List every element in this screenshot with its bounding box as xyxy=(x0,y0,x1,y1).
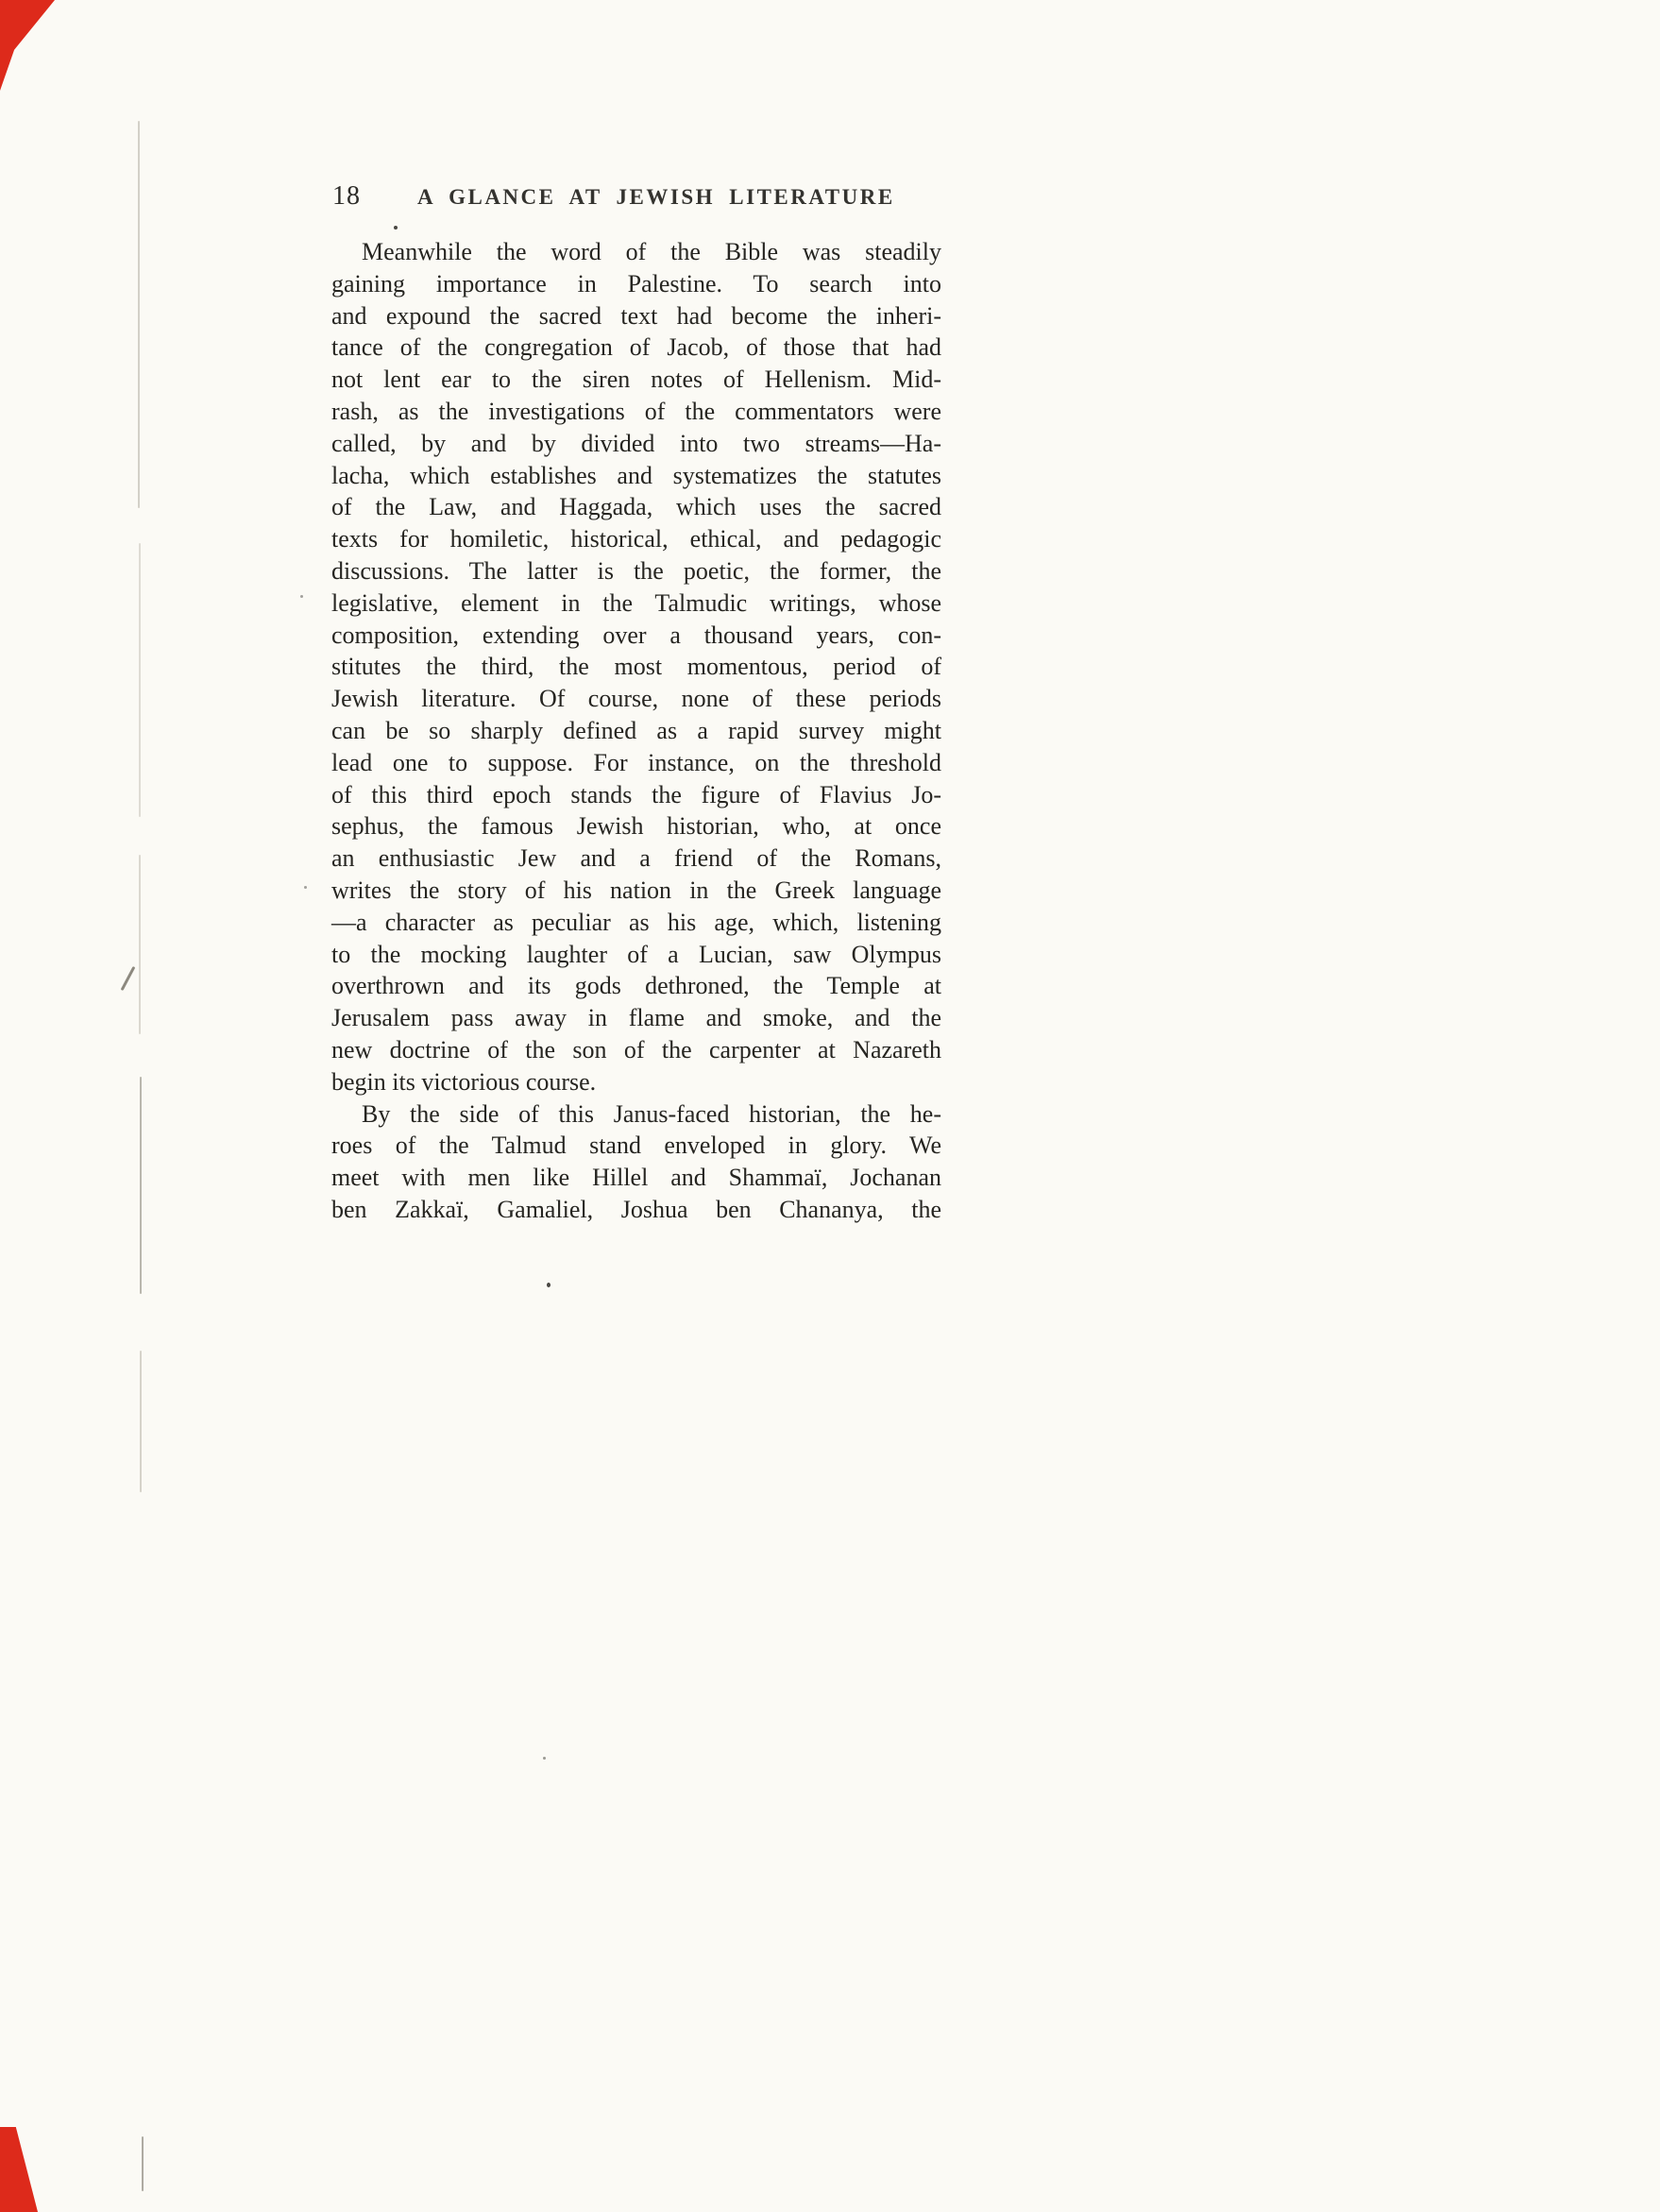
text-line: composition, extending over a thousand years, con- xyxy=(331,621,941,649)
text-line: meet with men like Hillel and Shammaï, Jochanan xyxy=(331,1164,941,1192)
text-line: roes of the Talmud stand enveloped in glory. We xyxy=(331,1132,941,1160)
text-block xyxy=(331,236,941,1226)
scan-speck xyxy=(394,226,398,230)
text-line: gaining importance in Palestine. To search into xyxy=(331,269,941,298)
running-title: A GLANCE AT JEWISH LITERATURE xyxy=(417,185,895,209)
paragraph xyxy=(331,1098,941,1226)
scan-speck xyxy=(300,595,303,598)
scan-speck xyxy=(543,1757,546,1760)
red-corner-artifact-bottom-left xyxy=(0,2127,38,2212)
text-line: lacha, which establishes and systematizes the statutes xyxy=(331,461,941,489)
text-line: lead one to suppose. For instance, on the threshold xyxy=(331,748,941,776)
text-line: discussions. The latter is the poetic, the former, the xyxy=(331,556,941,585)
text-line: and expound the sacred text had become the inheri- xyxy=(331,301,941,330)
binding-crease-artifact xyxy=(139,543,141,817)
text-line: Meanwhile the word of the Bible was steadily xyxy=(362,238,941,265)
binding-crease-artifact xyxy=(140,1077,142,1294)
text-line: not lent ear to the siren notes of Hellenism. Mid- xyxy=(331,366,941,394)
binding-crease-artifact xyxy=(142,2136,144,2191)
text-line: Jewish literature. Of course, none of these periods xyxy=(331,685,941,713)
text-line: new doctrine of the son of the carpenter at Nazareth xyxy=(331,1035,941,1063)
text-line: to the mocking laughter of a Lucian, saw Olympus xyxy=(331,940,941,968)
text-line: overthrown and its gods dethroned, the Temple at xyxy=(331,972,941,1000)
page-header xyxy=(332,181,942,212)
text-line: ben Zakkaï, Gamaliel, Joshua ben Chananya, the xyxy=(331,1195,941,1223)
text-line: texts for homiletic, historical, ethical, and pedagogic xyxy=(331,525,941,553)
text-line: Jerusalem pass away in flame and smoke, and the xyxy=(331,1004,941,1032)
binding-crease-artifact xyxy=(138,121,140,508)
text-line: stitutes the third, the most momentous, period of xyxy=(331,653,941,681)
text-line: —a character as peculiar as his age, which, listening xyxy=(331,908,941,936)
text-line: By the side of this Janus-faced historian, the he- xyxy=(362,1099,941,1128)
margin-mark-artifact xyxy=(121,966,136,991)
page-number: 18 xyxy=(332,181,361,211)
text-line: rash, as the investigations of the commentators were xyxy=(331,397,941,425)
text-line: sephus, the famous Jewish historian, who, at once xyxy=(331,812,941,841)
text-line: an enthusiastic Jew and a friend of the Romans, xyxy=(331,844,941,873)
binding-crease-artifact xyxy=(140,1351,142,1492)
scan-speck xyxy=(304,886,307,889)
paragraph xyxy=(331,236,941,1098)
text-line: called, by and by divided into two streams—Ha- xyxy=(331,429,941,457)
text-line: begin its victorious course. xyxy=(331,1067,597,1096)
text-line: of this third epoch stands the figure of Flavius Jo- xyxy=(331,780,941,808)
text-line: legislative, element in the Talmudic writings, whose xyxy=(331,588,941,617)
red-corner-artifact-top-left xyxy=(0,0,55,91)
text-line: writes the story of his nation in the Greek language xyxy=(331,876,941,904)
text-line: can be so sharply defined as a rapid survey might xyxy=(331,716,941,744)
text-line: of the Law, and Haggada, which uses the sacred xyxy=(331,493,941,521)
scan-speck xyxy=(547,1283,551,1287)
binding-crease-artifact xyxy=(139,855,141,1034)
text-line: tance of the congregation of Jacob, of those that had xyxy=(331,333,941,362)
